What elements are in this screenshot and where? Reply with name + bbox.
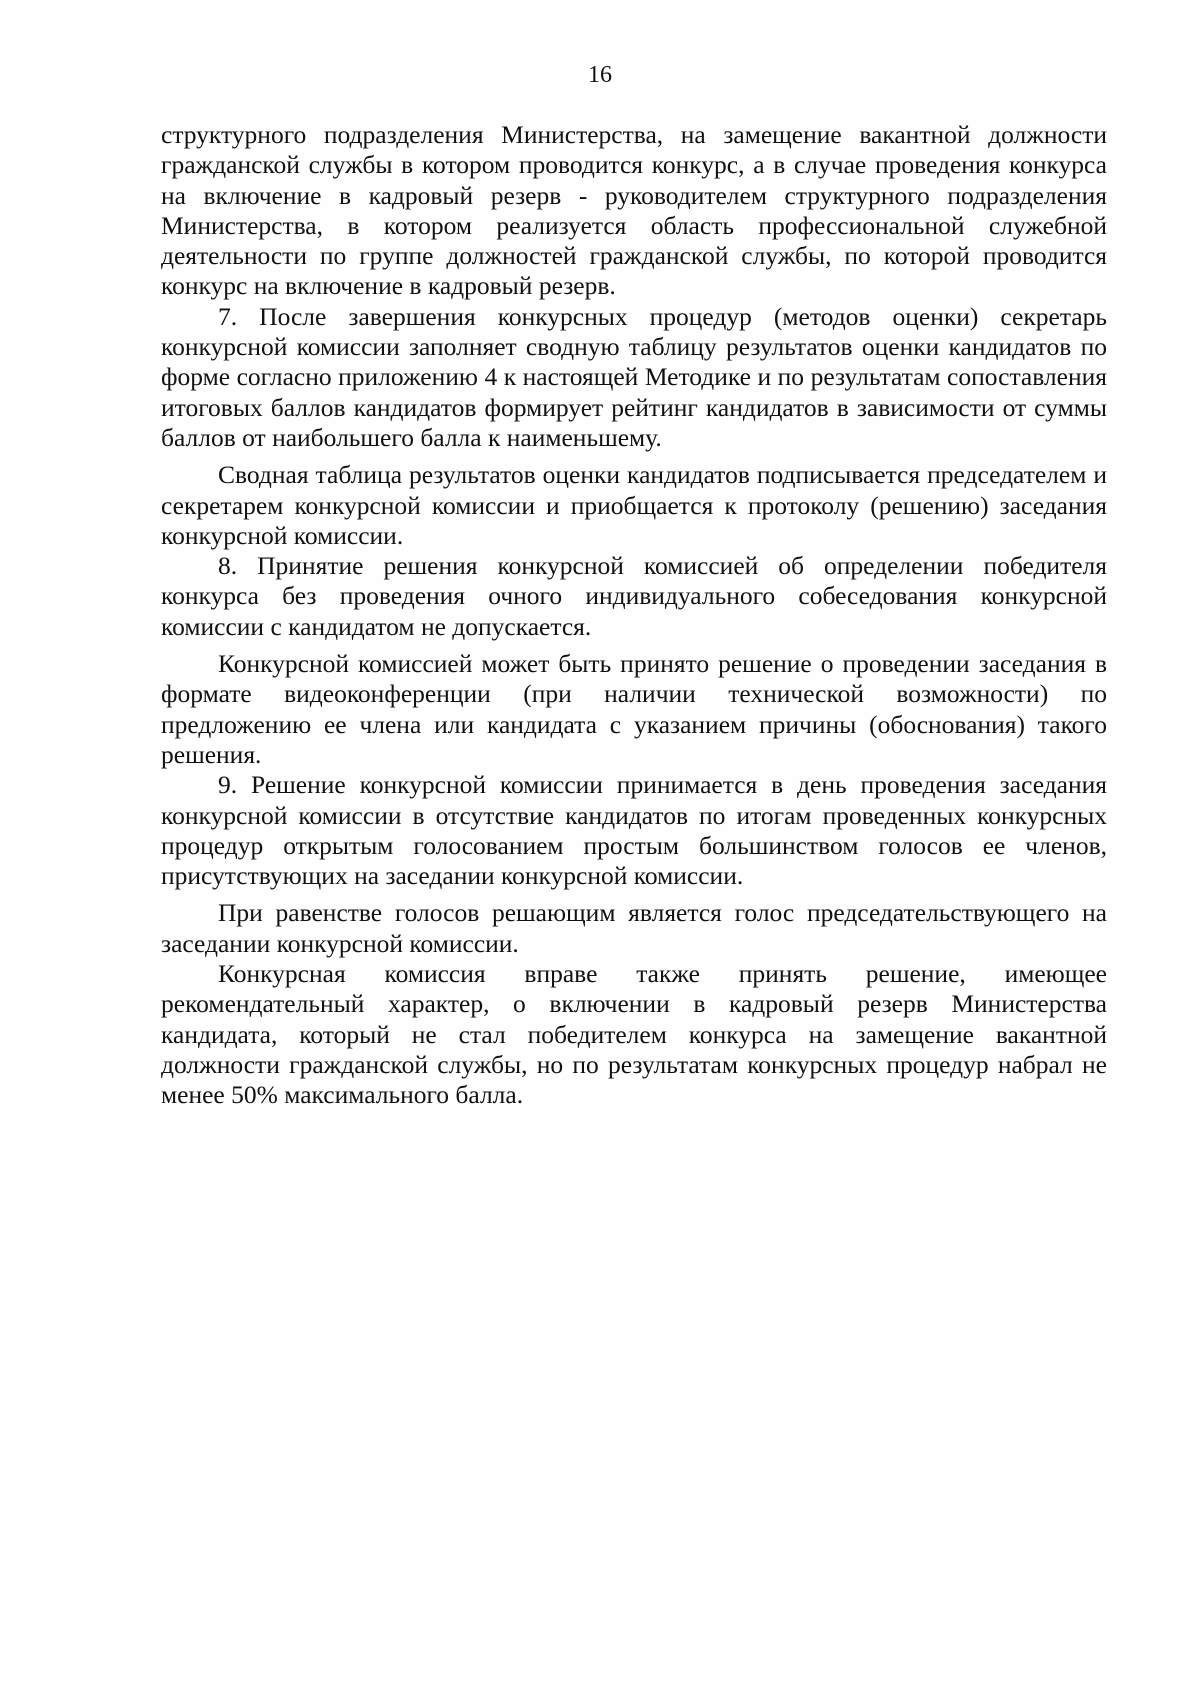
paragraph-summary-table: Сводная таблица результатов оценки кандидатов подписывается председателем и секретарем конкурсной комиссии и приобщается к протоколу (решению) заседания конкурсной комиссии. <box>161 460 1107 550</box>
paragraph-reserve-recommendation: Конкурсная комиссия вправе также принять решение, имеющее рекомендательный характер, о включении в кадровый резерв Министерства кандидата, который не стал победителем конкурса на замещение вакантной должности гражданской службы, но по результатам конкурсных процедур набрал не менее 50% максимального балла. <box>161 959 1107 1110</box>
paragraph-continuation: структурного подразделения Министерства, на замещение вакантной должности гражданской службы в котором проводится конкурс, а в случае проведения конкурса на включение в кадровый резерв - руководителем структурного подразделения Министерства, в котором реализуется область профессиональной служебной деятельности по группе должностей гражданской службы, по которой проводится конкурс на включение в кадровый резерв. <box>161 120 1107 301</box>
paragraph-item-7: 7. После завершения конкурсных процедур (методов оценки) секретарь конкурсной комиссии заполняет сводную таблицу результатов оценки кандидатов по форме согласно приложению 4 к настоящей Методике и по результатам сопоставления итоговых баллов кандидатов формирует рейтинг кандидатов в зависимости от суммы баллов от наибольшего балла к наименьшему. <box>161 301 1107 452</box>
paragraph-tie-vote: При равенстве голосов решающим является голос председательствующего на заседании конкурсной комиссии. <box>161 898 1107 958</box>
page-number: 16 <box>588 62 612 88</box>
paragraph-item-9: 9. Решение конкурсной комиссии принимается в день проведения заседания конкурсной комиссии в отсутствие кандидатов по итогам проведенных конкурсных процедур открытым голосованием простым большинством голосов ее членов, присутствующих на заседании конкурсной комиссии. <box>161 770 1107 891</box>
document-body <box>161 120 1107 1111</box>
paragraph-item-8: 8. Принятие решения конкурсной комиссией об определении победителя конкурса без проведения очного индивидуального собеседования конкурсной комиссии с кандидатом не допускается. <box>161 551 1107 641</box>
paragraph-videoconference: Конкурсной комиссией может быть принято решение о проведении заседания в формате видеоконференции (при наличии технической возможности) по предложению ее члена или кандидата с указанием причины (обоснования) такого решения. <box>161 649 1107 769</box>
